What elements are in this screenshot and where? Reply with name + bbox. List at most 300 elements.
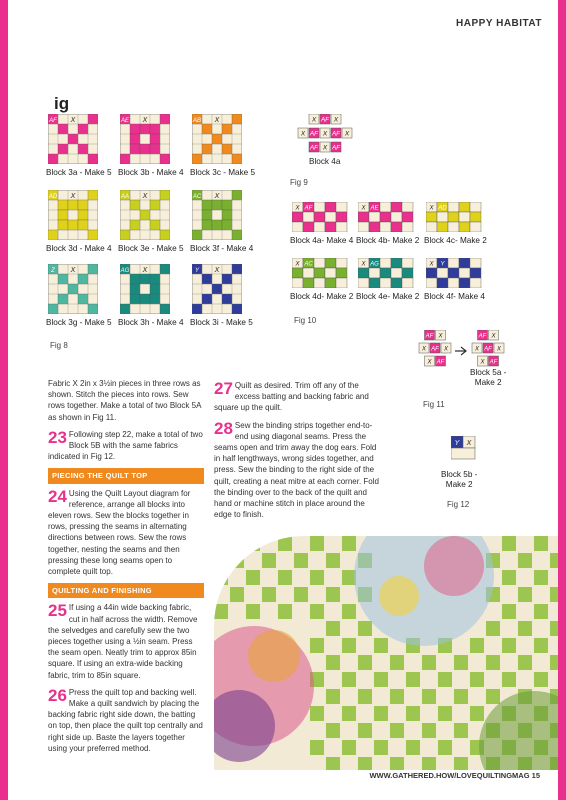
strip-fabric-x: X xyxy=(361,205,366,212)
strip-block-label: Block 4a- Make 4 xyxy=(290,236,354,245)
step-28 xyxy=(214,420,382,521)
patch-code: AF xyxy=(320,116,330,124)
page-number: 15 xyxy=(531,771,540,780)
quilt-check xyxy=(390,655,404,670)
quilt-check xyxy=(310,536,324,551)
step-25 xyxy=(48,602,204,680)
block-patch xyxy=(232,114,242,124)
block-fabric-code: AG xyxy=(120,268,130,274)
strip-patch xyxy=(470,278,481,288)
patch-code: X xyxy=(438,333,443,340)
strip-patch xyxy=(336,202,347,212)
quilt-check xyxy=(374,706,388,721)
figure-title: ig xyxy=(54,94,70,113)
strip-block xyxy=(292,258,348,288)
strip-patch xyxy=(380,268,391,278)
quilt-check xyxy=(310,706,324,721)
step-text: Following step 22, make a total of two Block 5B with the same fabrics indicated in Fig 12. xyxy=(48,429,203,462)
block-patch xyxy=(150,144,160,154)
patch-code: X xyxy=(427,359,432,366)
quilt-check xyxy=(422,757,436,770)
quilt-check xyxy=(502,570,516,585)
block-patch xyxy=(202,220,212,230)
strip-fabric-code: AD xyxy=(438,205,447,212)
block-patch xyxy=(232,190,242,200)
block-patch xyxy=(160,230,170,240)
fig11-block-label: Block 5a - Make 2 xyxy=(470,368,507,387)
quilt-check xyxy=(342,706,356,721)
fig12-caption: Fig 12 xyxy=(447,500,470,509)
step-number: 23 xyxy=(48,427,67,447)
block-patch xyxy=(160,190,170,200)
quilt-check xyxy=(342,536,356,551)
step-text: Sew the binding strips together end-to-end using diagonal seams. Press the seams open and trim away the dog ears. Fold in half lengthways, wrong sides together, and press. Sew the binding to the right side of the quilt, creating a neat mitre at each corner. Fold the binding over to the back of the quilt and hand or machine stitch in place around the edge to finish. xyxy=(214,420,379,520)
quilt-check xyxy=(326,757,340,770)
block-fabric-code: AB xyxy=(192,118,202,124)
quilt-check xyxy=(518,553,532,568)
strip-patch xyxy=(314,202,325,212)
quilt-block xyxy=(192,264,242,314)
patch-code: AF xyxy=(478,333,487,340)
strip-patch xyxy=(426,212,437,222)
step-number: 24 xyxy=(48,486,67,506)
patch-code: AF xyxy=(431,346,439,353)
quilt-check xyxy=(214,536,228,551)
block-patch xyxy=(130,200,140,210)
strip-block-label: Block 4e- Make 2 xyxy=(356,292,420,301)
quilt-check xyxy=(278,604,292,619)
block-label: Block 3b - Make 4 xyxy=(118,168,184,177)
strip-patch xyxy=(391,278,402,288)
step-number: 25 xyxy=(48,601,67,621)
block-fabric-code: AF xyxy=(49,118,57,124)
block-fabric-code: Z xyxy=(51,268,55,274)
quilt-check xyxy=(550,621,558,636)
strip-block-label: Block 4d- Make 2 xyxy=(290,292,354,301)
block-patch xyxy=(130,144,140,154)
quilt-check xyxy=(390,689,404,704)
strip-patch xyxy=(426,268,437,278)
patch-code: AF xyxy=(436,359,445,366)
strip-patch xyxy=(426,222,437,232)
patch-code: X xyxy=(466,440,472,447)
fig11-caption: Fig 11 xyxy=(423,400,445,409)
strip-fabric-x: X xyxy=(429,261,434,268)
block-patch xyxy=(58,294,68,304)
quilt-check xyxy=(246,536,260,551)
quilt-check xyxy=(326,587,340,602)
quilt-check xyxy=(438,672,452,687)
strip-patch xyxy=(437,212,448,222)
block-patch xyxy=(150,274,160,284)
quilt-check xyxy=(406,740,420,755)
step-23 xyxy=(48,429,204,463)
quilt-check xyxy=(214,604,228,619)
strip-patch xyxy=(358,268,369,278)
quilt-check xyxy=(310,604,324,619)
right-pink-bar xyxy=(558,0,566,800)
footer-url: WWW.GATHERED.HOW/LOVEQUILTINGMAG xyxy=(369,771,530,780)
quilt-check xyxy=(358,655,372,670)
block-patch xyxy=(232,154,242,164)
strip-patch xyxy=(325,268,336,278)
block-patch xyxy=(130,124,140,134)
block-patch xyxy=(78,200,88,210)
strip-fabric-code: AF xyxy=(304,205,313,212)
quilt-check xyxy=(534,570,548,585)
step-text: Press the quilt top and backing well. Make a quilt sandwich by placing the backing fabric right side down, the batting on top, then place the quilt top centrally and right side up. Baste the layers together using your preferred method. xyxy=(48,687,203,753)
block-patch xyxy=(192,230,202,240)
strip-patch xyxy=(391,202,402,212)
strip-patch xyxy=(402,212,413,222)
strip-patch xyxy=(402,222,413,232)
block-patch xyxy=(192,304,202,314)
step-text: Quilt as desired. Trim off any of the excess batting and backing fabric and square up the quilt. xyxy=(214,381,369,413)
strip-block xyxy=(426,258,482,288)
strip-patch xyxy=(448,268,459,278)
step-number: 26 xyxy=(48,685,67,705)
block-label: Block 3f - Make 4 xyxy=(190,244,254,253)
quilt-check xyxy=(518,587,532,602)
quilt-check xyxy=(358,689,372,704)
block-patch xyxy=(140,210,150,220)
block-patch xyxy=(202,124,212,134)
block-patch xyxy=(78,294,88,304)
quilt-check xyxy=(470,706,484,721)
quilt-check xyxy=(294,553,308,568)
strip-patch xyxy=(448,222,459,232)
block-patch xyxy=(78,220,88,230)
strip-patch xyxy=(292,212,303,222)
block-patch xyxy=(150,200,160,210)
block-patch xyxy=(88,264,98,274)
arrow-path xyxy=(455,347,466,355)
patch-code: X xyxy=(322,144,328,152)
quilt-check xyxy=(502,638,516,653)
quilt-check xyxy=(342,638,356,653)
quilt-check xyxy=(502,672,516,687)
strip-patch xyxy=(369,278,380,288)
strip-patch xyxy=(426,278,437,288)
strip-patch xyxy=(336,222,347,232)
block-patch xyxy=(48,304,58,314)
block-patch xyxy=(192,154,202,164)
strip-patch xyxy=(325,202,336,212)
patch-code: X xyxy=(480,359,485,366)
strip-patch xyxy=(470,268,481,278)
quilt-block xyxy=(120,114,170,164)
quilt-check xyxy=(534,604,548,619)
strip-patch xyxy=(303,278,314,288)
quilt-check xyxy=(294,587,308,602)
block-patch xyxy=(222,294,232,304)
quilt-block xyxy=(48,264,98,314)
fig9-block-label: Block 4a xyxy=(309,157,341,166)
block-fabric-x: X xyxy=(142,117,148,124)
block-fabric-x: X xyxy=(214,267,220,274)
quilt-check xyxy=(310,740,324,755)
patch-code: X xyxy=(322,130,328,138)
block-fabric-code: AE xyxy=(120,118,130,124)
quilt-check xyxy=(486,689,500,704)
block-patch xyxy=(120,304,130,314)
strip-patch xyxy=(303,268,314,278)
block-patch xyxy=(58,200,68,210)
step-number: 28 xyxy=(214,418,233,438)
intro-paragraph: Fabric X 2in x 3½in pieces in three rows as shown. Stitch the pieces into rows. Sew rows together. Make a total of two Block 5A as shown in Fig 11. xyxy=(48,379,201,422)
strip-patch xyxy=(437,268,448,278)
quilt-check xyxy=(550,587,558,602)
strip-fabric-x: X xyxy=(429,205,434,212)
strip-block-label: Block 4b- Make 2 xyxy=(356,236,420,245)
block-label: Block 3g - Make 5 xyxy=(46,318,112,327)
strip-fabric-x: X xyxy=(295,205,300,212)
strip-fabric-x: X xyxy=(361,261,366,268)
block-patch xyxy=(78,274,88,284)
quilt-check xyxy=(310,570,324,585)
block-patch xyxy=(222,220,232,230)
block-patch xyxy=(160,154,170,164)
strip-patch xyxy=(336,268,347,278)
block-patch xyxy=(212,220,222,230)
block-patch xyxy=(58,124,68,134)
quilt-check xyxy=(406,672,420,687)
strip-fabric-code: AC xyxy=(304,261,313,268)
quilt-check xyxy=(262,587,276,602)
quilt-check xyxy=(326,621,340,636)
patch-code: X xyxy=(443,346,449,353)
text-column-2 xyxy=(214,380,382,526)
block-patch xyxy=(88,190,98,200)
block-patch xyxy=(212,284,222,294)
block-fabric-x: X xyxy=(142,267,148,274)
strip-block xyxy=(358,258,414,288)
block-fabric-code: AA xyxy=(120,194,130,200)
quilt-check xyxy=(230,587,244,602)
strip-patch xyxy=(314,278,325,288)
quilt-check xyxy=(486,621,500,636)
strip-block-label: Block 4c- Make 2 xyxy=(424,236,487,245)
quilt-photo xyxy=(214,536,558,770)
block-label: Block 3a - Make 5 xyxy=(46,168,112,177)
block-patch xyxy=(150,134,160,144)
left-pink-bar xyxy=(0,0,8,800)
strip-patch xyxy=(380,222,391,232)
strip-patch xyxy=(448,202,459,212)
quilt-check xyxy=(342,740,356,755)
arrow-icon xyxy=(455,346,469,356)
block-label: Block 3h - Make 4 xyxy=(118,318,184,327)
block-patch xyxy=(232,304,242,314)
block-patch xyxy=(68,220,78,230)
block-patch xyxy=(232,230,242,240)
quilt-check xyxy=(326,553,340,568)
page-footer xyxy=(369,771,540,780)
quilt-check xyxy=(406,706,420,721)
fig12-block xyxy=(451,436,477,460)
block-patch xyxy=(202,144,212,154)
strip-block-label: Block 4f- Make 4 xyxy=(424,292,485,301)
strip-patch xyxy=(314,268,325,278)
block-patch xyxy=(160,114,170,124)
block-patch xyxy=(58,220,68,230)
block-fabric-code: Y xyxy=(194,268,200,274)
strip-patch xyxy=(459,278,470,288)
block-patch xyxy=(140,274,150,284)
block-patch xyxy=(68,284,78,294)
strip-patch xyxy=(369,268,380,278)
patch-code: AF xyxy=(309,144,319,152)
quilt-check xyxy=(374,638,388,653)
quilt-check xyxy=(518,621,532,636)
quilt-check xyxy=(342,570,356,585)
block-patch xyxy=(202,294,212,304)
block-fabric-x: X xyxy=(70,117,76,124)
strip-block xyxy=(358,202,414,232)
section-heading-piecing: PIECING THE QUILT TOP xyxy=(48,468,204,483)
block-patch xyxy=(48,154,58,164)
strip-fabric-x: X xyxy=(295,261,300,268)
quilt-block xyxy=(120,264,170,314)
watermark: PassionForum.ru xyxy=(483,785,552,795)
block-patch xyxy=(212,200,222,210)
strip-patch xyxy=(459,258,470,268)
block-fabric-x: X xyxy=(70,267,76,274)
strip-patch xyxy=(402,258,413,268)
strip-patch xyxy=(358,278,369,288)
strip-patch xyxy=(358,222,369,232)
fig8-caption: Fig 8 xyxy=(50,341,68,350)
quilt-check xyxy=(262,553,276,568)
strip-patch xyxy=(380,202,391,212)
quilt-check xyxy=(390,757,404,770)
block-patch xyxy=(160,304,170,314)
block-patch xyxy=(150,220,160,230)
quilt-check xyxy=(470,672,484,687)
block-patch xyxy=(202,210,212,220)
patch-code: X xyxy=(344,130,350,138)
strip-patch xyxy=(336,212,347,222)
quilt-check xyxy=(438,706,452,721)
fig11-right-rows xyxy=(470,330,510,372)
strip-patch xyxy=(314,222,325,232)
quilt-check xyxy=(374,740,388,755)
block-label: Block 3d - Make 4 xyxy=(46,244,112,253)
patch-code: AF xyxy=(309,130,319,138)
block-patch xyxy=(88,154,98,164)
quilt-check xyxy=(502,604,516,619)
quilt-check xyxy=(358,757,372,770)
quilt-check xyxy=(502,536,516,551)
block-fabric-x: X xyxy=(214,193,220,200)
block-fabric-code: AD xyxy=(48,194,58,200)
block-patch xyxy=(202,274,212,284)
step-number: 27 xyxy=(214,379,233,398)
strip-patch xyxy=(402,278,413,288)
quilt-check xyxy=(342,604,356,619)
quilt-check xyxy=(550,553,558,568)
quilt-check xyxy=(422,655,436,670)
strip-patch xyxy=(325,212,336,222)
block-fabric-x: X xyxy=(70,193,76,200)
strip-patch xyxy=(292,278,303,288)
strip-patch xyxy=(336,258,347,268)
strip-patch xyxy=(369,212,380,222)
quilt-check xyxy=(342,672,356,687)
block-patch xyxy=(130,294,140,304)
block-patch xyxy=(150,294,160,304)
fig11-left-rows xyxy=(417,330,457,372)
strip-patch xyxy=(369,222,380,232)
block-patch xyxy=(150,284,160,294)
strip-patch xyxy=(391,212,402,222)
strip-patch xyxy=(358,212,369,222)
strip-patch xyxy=(459,212,470,222)
strip-patch xyxy=(325,222,336,232)
strip-patch xyxy=(470,212,481,222)
strip-patch xyxy=(380,258,391,268)
block-patch xyxy=(68,200,78,210)
step-text: Using the Quilt Layout diagram for reference, arrange all blocks into eleven rows. Sew the blocks together in rows, pressing the seams in alternating directions between rows. Sew the rows together, nesting the seams and then pressing these long seams open to complete quilt top. xyxy=(48,488,191,577)
step-text: If using a 44in wide backing fabric, cut in half across the width. Remove the selvedges and carefully sew the two pieces together using a ½in seam. Press the seam open. Neatly trim to approx 85in square. If using an extra-wide backing fabric, trim to 85in square. xyxy=(48,603,198,680)
patch-code: X xyxy=(311,116,317,124)
block-patch xyxy=(58,210,68,220)
quilt-check xyxy=(310,638,324,653)
fig12-block-label: Block 5b - Make 2 xyxy=(441,470,478,489)
quilt-check xyxy=(438,740,452,755)
strip-patch xyxy=(459,202,470,212)
patch-code: AF xyxy=(425,333,434,340)
strip-patch xyxy=(459,222,470,232)
block-patch xyxy=(140,144,150,154)
strip-patch xyxy=(402,268,413,278)
patch-code: X xyxy=(300,130,306,138)
strip-patch xyxy=(336,278,347,288)
block-patch xyxy=(140,124,150,134)
block-patch xyxy=(222,200,232,210)
strip-fabric-code: AE xyxy=(370,205,379,212)
strip-patch xyxy=(325,258,336,268)
patch-code: X xyxy=(496,346,502,353)
quilt-check xyxy=(454,723,468,738)
quilt-block xyxy=(120,190,170,240)
strip-patch xyxy=(402,202,413,212)
quilt-check xyxy=(534,536,548,551)
quilt-check xyxy=(326,655,340,670)
quilt-check xyxy=(374,672,388,687)
quilt-check xyxy=(518,655,532,670)
fig9-caption: Fig 9 xyxy=(290,178,308,187)
quilt-check xyxy=(534,638,548,653)
block-patch xyxy=(78,210,88,220)
strip-patch xyxy=(292,222,303,232)
block-fabric-code: AC xyxy=(192,194,202,200)
strip-patch xyxy=(391,258,402,268)
strip-patch xyxy=(380,278,391,288)
block-patch xyxy=(140,294,150,304)
strip-patch xyxy=(437,278,448,288)
block-label: Block 3c - Make 5 xyxy=(190,168,256,177)
quilt-check xyxy=(214,570,228,585)
block-patch xyxy=(130,220,140,230)
block-patch xyxy=(130,274,140,284)
block-patch xyxy=(68,134,78,144)
quilt-check xyxy=(470,638,484,653)
step-24 xyxy=(48,488,204,578)
block-fabric-x: X xyxy=(214,117,220,124)
patch-code: AF xyxy=(489,359,498,366)
step-26 xyxy=(48,687,204,754)
